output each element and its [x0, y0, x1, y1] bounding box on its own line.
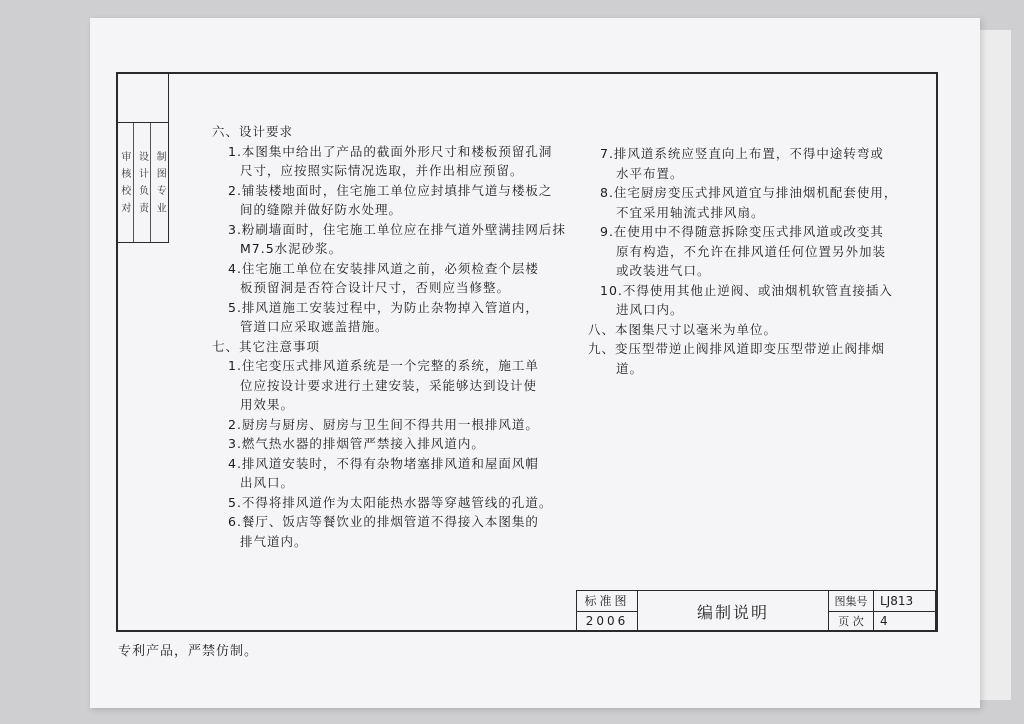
text-line: 管道口应采取遮盖措施。	[240, 319, 389, 334]
text-line: 原有构造，不允许在排风道任何位置另外加装	[616, 243, 887, 259]
title-block	[576, 590, 936, 632]
text-line: 进风口内。	[616, 302, 684, 317]
text-line: 2.厨房与厨房、厨房与卫生间不得共用一根排风道。	[228, 416, 539, 432]
seal-stamp	[116, 72, 168, 123]
text-line: 出风口。	[240, 475, 295, 490]
text-line: 1.本图集中给出了产品的截面外形尺寸和楼板预留孔洞	[228, 143, 553, 159]
standard-label: 标准图	[577, 591, 637, 612]
text-line: 3.燃气热水器的排烟管严禁接入排风道内。	[228, 436, 485, 451]
right-text-column	[588, 144, 908, 378]
text-line: 4.住宅施工单位在安装排风道之前，必须检查个层楼	[228, 260, 539, 276]
signature-strip	[116, 72, 169, 243]
text-line: 5.不得将排风道作为太阳能热水器等穿越管线的孔道。	[228, 494, 553, 510]
text-line: 4.排风道安装时，不得有杂物堵塞排风道和屋面风帽	[228, 455, 539, 471]
section-heading: 六、设计要求	[212, 124, 294, 139]
drawing-title: 编制说明	[638, 591, 829, 631]
text-line: 10.不得使用其他止逆阀、或油烟机软管直接插入	[600, 282, 893, 298]
text-line: M7.5水泥砂浆。	[240, 241, 343, 256]
text-line: 水平布置。	[616, 165, 684, 181]
atlas-number-value: LJ813	[880, 593, 914, 608]
text-line: 位应按设计要求进行土建安装，采能够达到设计使	[240, 377, 538, 393]
page-label: 页 次	[829, 612, 874, 632]
section-heading: 九、变压型带逆止阀排风道即变压型带逆止阀排烟	[588, 341, 886, 356]
patent-notice: 专利产品，严禁仿制。	[118, 644, 259, 659]
text-line: 3.粉刷墙面时，住宅施工单位应在排气道外壁满挂网后抹	[228, 221, 566, 237]
year-value: 2006	[585, 614, 629, 629]
text-line: 间的缝隙并做好防水处理。	[240, 202, 403, 217]
text-line: 5.排风道施工安装过程中，为防止杂物掉入管道内，	[228, 299, 539, 315]
text-line: 板预留洞是否符合设计尺寸，否则应当修整。	[240, 280, 511, 295]
section-heading: 七、其它注意事项	[212, 338, 321, 354]
signature-col: 审 核 校 对	[116, 123, 134, 242]
text-line: 不宜采用轴流式排风扇。	[616, 204, 765, 220]
text-line: 道。	[616, 360, 644, 376]
text-line: 7.排风道系统应竖直向上布置，不得中途转弯或	[600, 146, 884, 161]
left-text-column	[212, 122, 572, 551]
text-line: 或改装进气口。	[616, 263, 711, 278]
text-line: 尺寸，应按照实际情况选取，并作出相应预留。	[240, 163, 524, 178]
text-line: 9.在使用中不得随意拆除变压式排风道或改变其	[600, 224, 884, 239]
text-line: 用效果。	[240, 397, 295, 412]
text-line: 2.铺装楼地面时，住宅施工单位应封填排气道与楼板之	[228, 182, 553, 198]
text-line: 8.住宅厨房变压式排风道宜与排油烟机配套使用，	[600, 185, 898, 200]
page-number: 4	[880, 614, 888, 629]
section-heading: 八、本图集尺寸以毫米为单位。	[588, 321, 778, 337]
signature-col: 制 图 专 业	[154, 150, 166, 215]
text-line: 6.餐厅、饭店等餐饮业的排烟管道不得接入本图集的	[228, 514, 539, 529]
atlas-number-label: 图集号	[829, 591, 874, 611]
text-line: 排气道内。	[240, 533, 308, 549]
signature-col: 设 计 负 责	[134, 123, 152, 242]
page-edge	[975, 30, 1011, 700]
text-line: 1.住宅变压式排风道系统是一个完整的系统，施工单	[228, 358, 539, 373]
